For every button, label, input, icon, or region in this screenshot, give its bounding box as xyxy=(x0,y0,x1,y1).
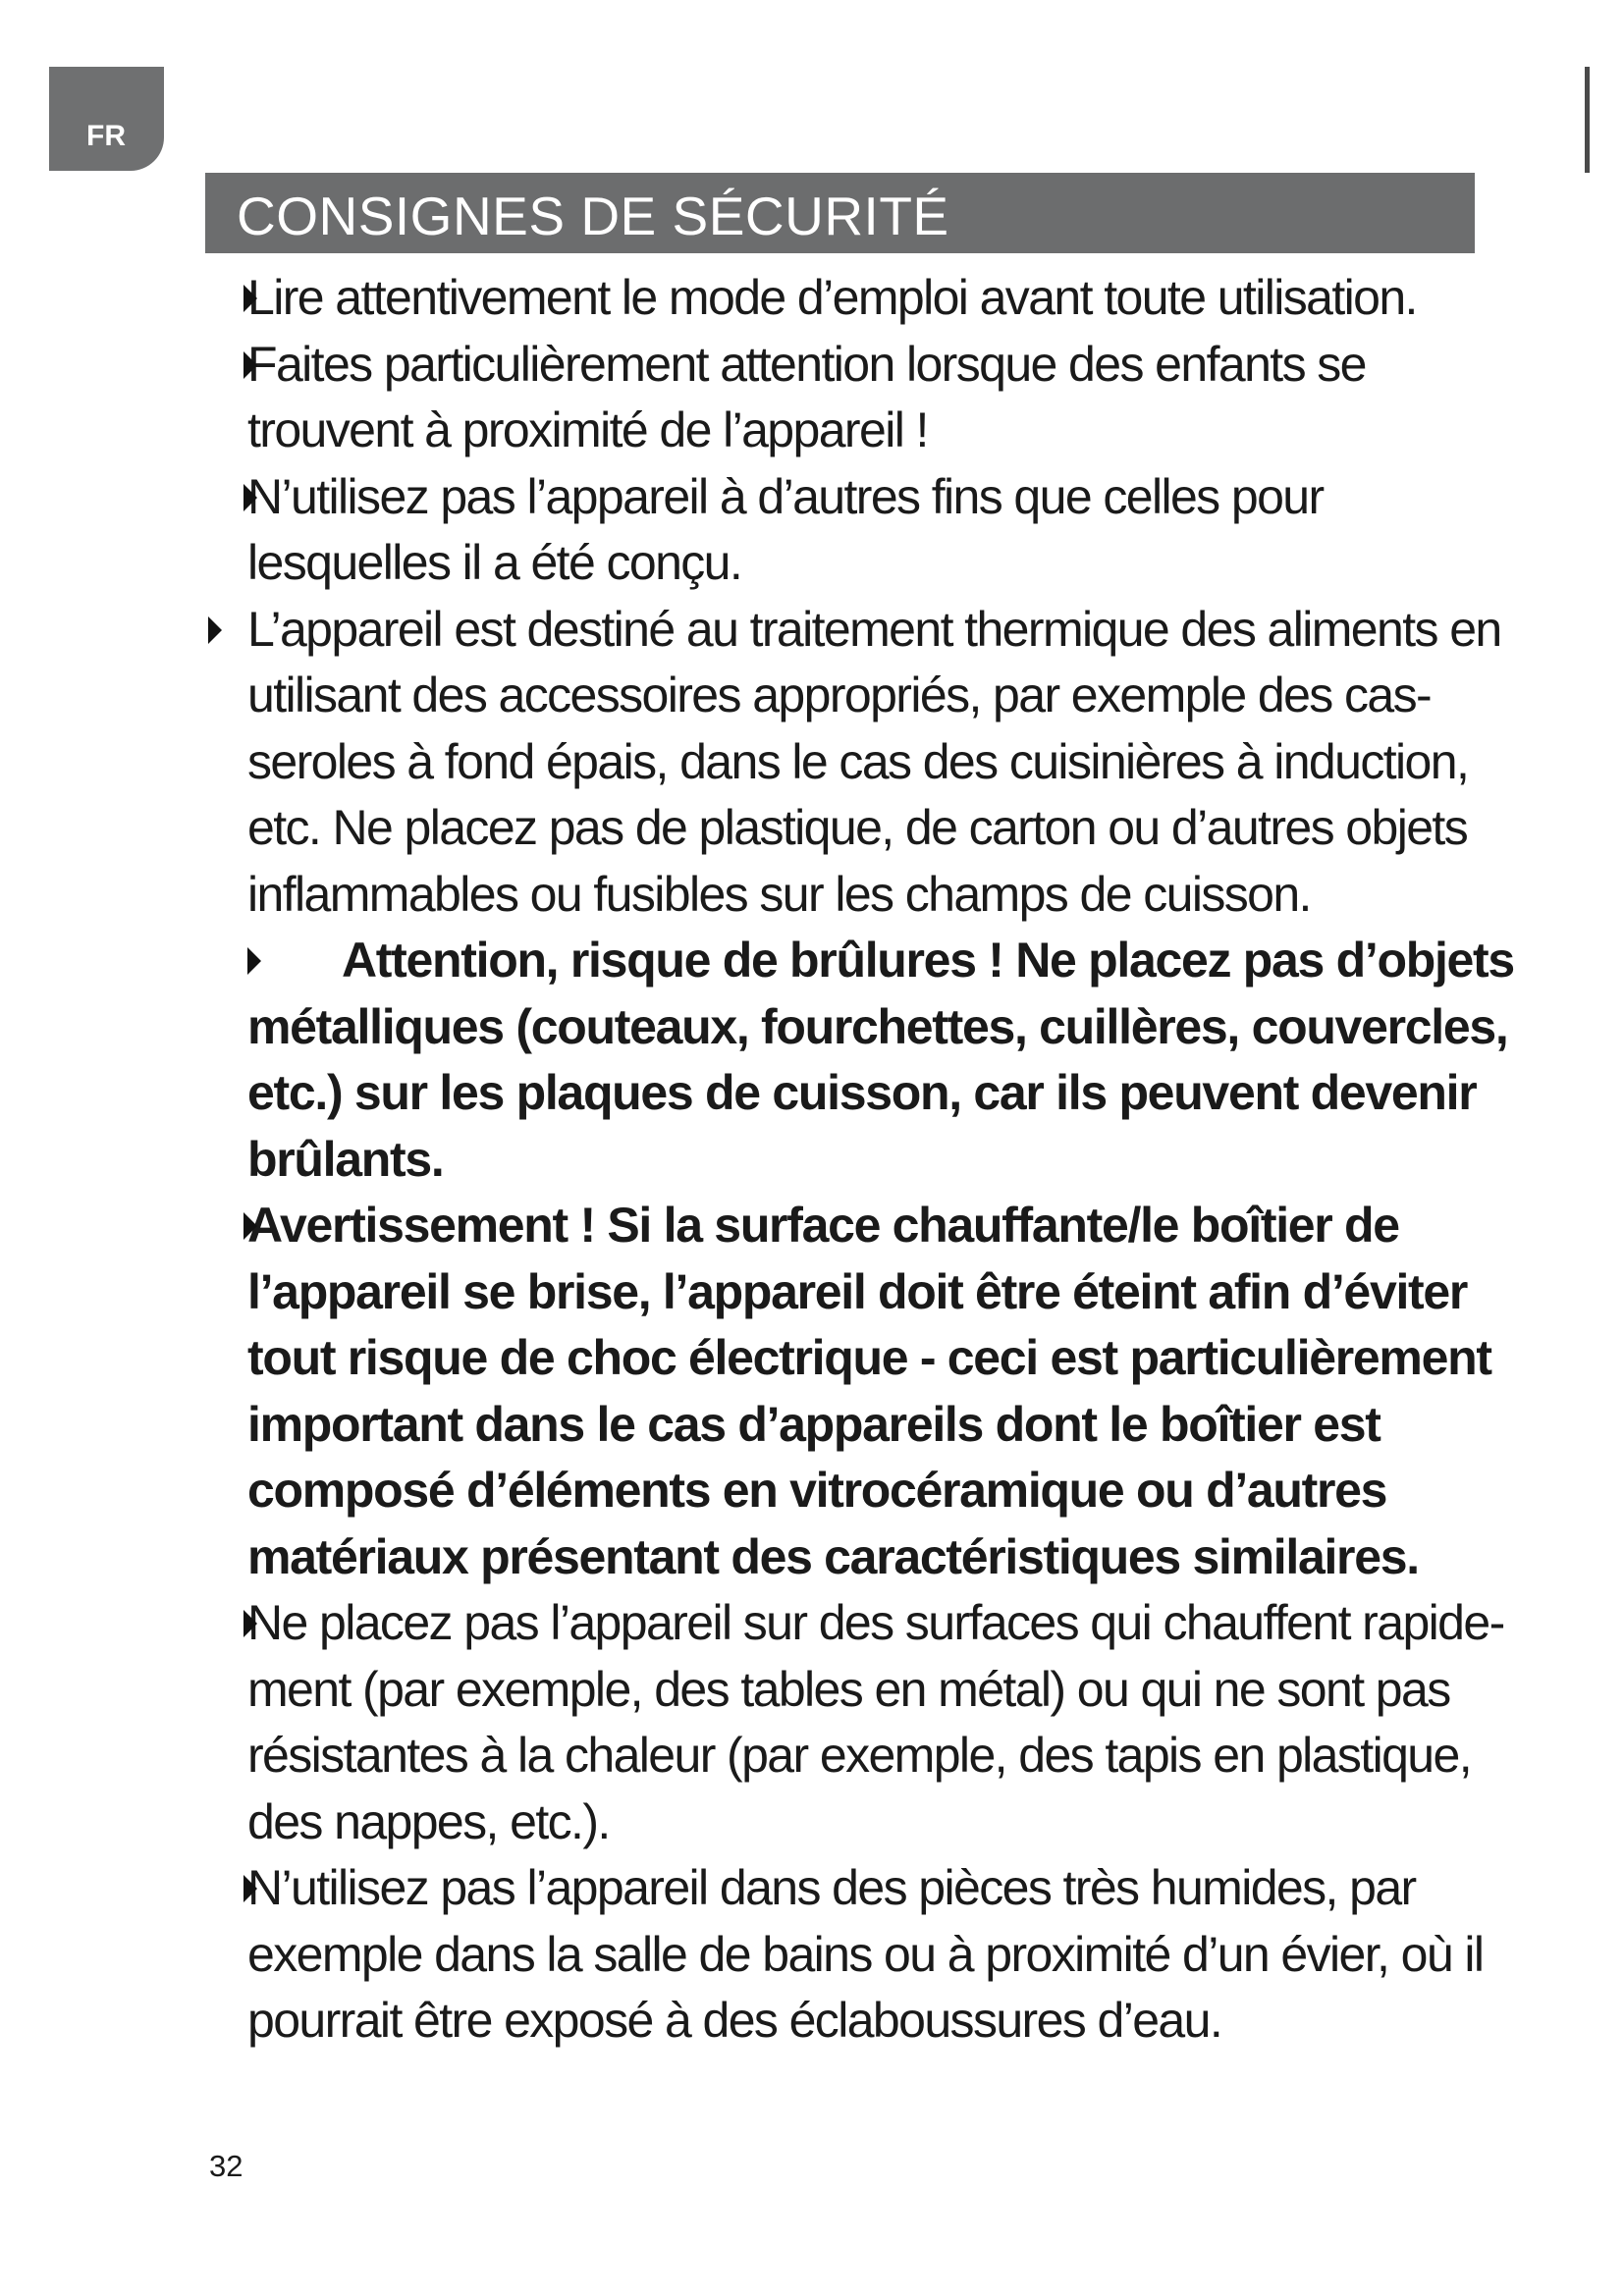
language-tab xyxy=(49,67,164,171)
instruction-text: L’appareil est destiné au traitement thermique des aliments en utilisant des accessoires appropriés, par exemple des casseroles à fond épais, dans le cas des cuisinières à induction, etc. Ne placez pas de plastique, de carton ou d’autres objets inflammables ou fusibles sur les champs de cuisson. xyxy=(247,601,1501,922)
warning-text: Avertissement ! Si la surface chauffante/le boîtier de l’appareil se brise, l’appareil doit être éteint afin d’éviter tout risque de choc électrique - ceci est particulièrement important dans le cas d’appareils dont le boîtier est composé d’éléments en vitrocéramique ou d’autres matériaux présentant des caractéristiques similaires. xyxy=(247,1198,1491,1584)
language-label: FR xyxy=(86,120,126,152)
bullet-icon xyxy=(244,285,257,312)
bullet-icon xyxy=(244,1212,257,1240)
warning-item xyxy=(247,1193,1524,1590)
instruction-item xyxy=(247,1855,1524,2055)
instruction-text: N’utilisez pas l’appareil à d’autres fins que celles pour lesquelles il a été conçu. xyxy=(247,468,1324,590)
warning-item xyxy=(247,928,1524,1193)
bullet-icon xyxy=(208,616,222,644)
instruction-item xyxy=(247,464,1524,597)
instruction-item xyxy=(247,332,1524,464)
instruction-text: Faites particulièrement attention lorsque des enfants se trouvent à proximité de l’appareil ! xyxy=(247,336,1366,457)
safety-instructions-list xyxy=(247,265,1524,2055)
page-number: 32 xyxy=(209,2149,244,2183)
bullet-icon xyxy=(247,947,261,975)
bullet-icon xyxy=(244,1610,257,1637)
instruction-text: N’utilisez pas l’appareil dans des pièces très humides, par exemple dans la salle de bains ou à proximité d’un évier, où il pourrait être exposé à des éclaboussures d’eau. xyxy=(247,1860,1484,2048)
instruction-item xyxy=(247,597,1524,929)
instruction-text: Lire attentivement le mode d’emploi avant toute utilisation. xyxy=(247,270,1417,325)
section-title: CONSIGNES DE SÉCURITÉ xyxy=(237,186,949,246)
instruction-text: Ne placez pas l’appareil sur des surfaces qui chauffent rapidement (par exemple, des tables en métal) ou qui ne sont pas résistantes à la chaleur (par exemple, des tapis en plastique, des nappes, etc.). xyxy=(247,1595,1506,1849)
page-edge-divider xyxy=(1585,67,1590,173)
instruction-item xyxy=(247,265,1524,332)
section-title-bar xyxy=(205,173,1475,253)
bullet-icon xyxy=(244,351,257,379)
instruction-item xyxy=(247,1590,1524,1855)
bullet-icon xyxy=(244,484,257,511)
warning-text: Attention, risque de brûlures ! Ne placez pas d’objets métalliques (couteaux, fourchettes, cuillères, couvercles, etc.) sur les plaques de cuisson, car ils peuvent devenir brûlants. xyxy=(247,933,1514,1187)
bullet-icon xyxy=(244,1875,257,1902)
